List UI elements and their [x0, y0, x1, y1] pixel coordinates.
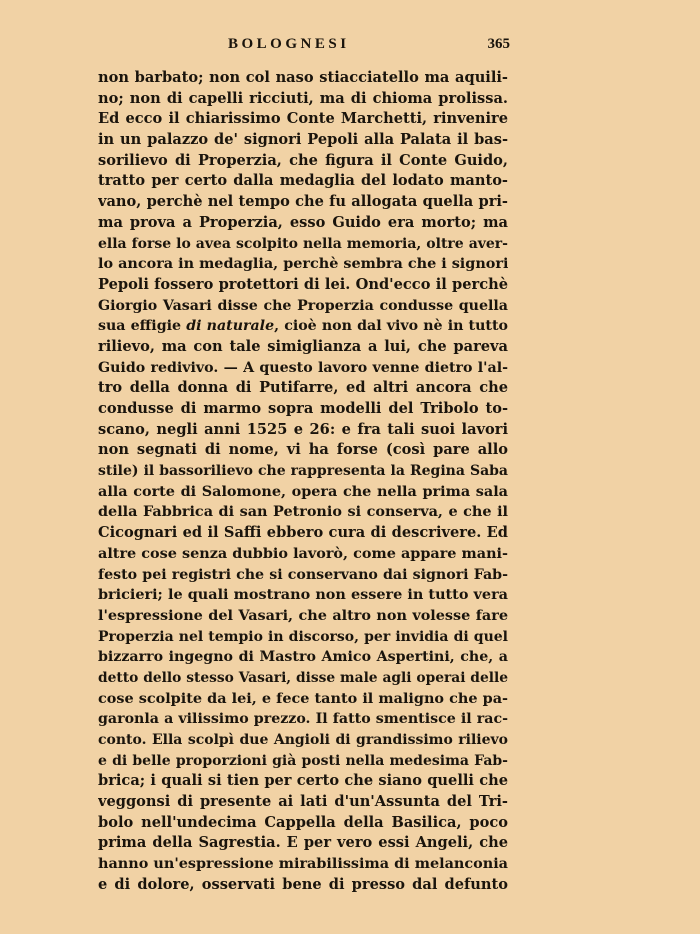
text-line: conto. Ella scolpì due Angioli di grandissimo rilievo: [98, 732, 508, 748]
text-line: l'espressione del Vasari, che altro non volesse fare: [98, 606, 508, 624]
text-line: no; non di capelli ricciuti, ma di chioma prolissa.: [98, 89, 508, 107]
text-line: stile) il bassorilievo che rappresenta la Regina Saba: [98, 463, 508, 480]
text-line: vano, perchè nel tempo che fu allogata quella pri-: [98, 193, 508, 211]
body-text: [98, 68, 508, 896]
text-line: festo pei registri che si conservano dai signori Fab-: [98, 566, 508, 583]
text-line: garonla a vilissimo prezzo. Il fatto smentisce il rac-: [98, 711, 508, 728]
text-fragment: , cioè non dal vivo nè in tutto: [274, 318, 508, 335]
text-line: rilievo, ma con tale simiglianza a lui, che pareva: [98, 337, 508, 355]
text-line: bricieri; le quali mostrano non essere in tutto vera: [98, 586, 508, 604]
text-line: in un palazzo de' signori Pepoli alla Palata il bas-: [98, 131, 508, 149]
text-line: alla corte di Salomone, opera che nella prima sala: [98, 482, 508, 500]
text-line: Guido redivivo. — A questo lavoro venne dietro l'al-: [98, 359, 508, 376]
running-title: BOLOGNESI: [228, 36, 350, 52]
text-line: condusse di marmo sopra modelli del Tribolo to-: [98, 400, 508, 417]
text-line: altre cose senza dubbio lavorò, come appare mani-: [98, 544, 508, 562]
text-line: bolo nell'undecima Cappella della Basilica, poco: [98, 813, 508, 831]
text-line-with-italic: [98, 316, 508, 337]
page-number: 365: [487, 36, 510, 52]
text-line: cose scolpite da lei, e fece tanto il maligno che pa-: [98, 689, 508, 707]
text-line: Properzia nel tempio in discorso, per invidia di quel: [98, 628, 508, 645]
text-line: Giorgio Vasari disse che Properzia condusse quella: [98, 297, 508, 314]
text-line: prima della Sagrestia. E per vero essi Angeli, che: [98, 834, 508, 852]
text-line: detto dello stesso Vasari, disse male agli operai delle: [98, 669, 508, 686]
text-line: Ed ecco il chiarissimo Conte Marchetti, rinvenire: [98, 110, 508, 128]
text-line: sorilievo di Properzia, che figura il Conte Guido,: [98, 151, 508, 169]
text-line: della Fabbrica di san Petronio si conserva, e che il: [98, 503, 508, 521]
text-line: e di belle proporzioni già posti nella medesima Fab-: [98, 752, 508, 769]
text-line: tratto per certo dalla medaglia del lodato manto-: [98, 172, 508, 190]
italic-phrase: di naturale: [186, 318, 275, 335]
text-line: ella forse lo avea scolpito nella memoria, oltre aver-: [98, 235, 508, 252]
text-line: e di dolore, osservati bene di presso dal defunto: [98, 875, 508, 893]
text-line: Cicognari ed il Saffi ebbero cura di descrivere. Ed: [98, 524, 508, 542]
text-line: ma prova a Properzia, esso Guido era morto; ma: [98, 213, 508, 231]
text-line: scano, negli anni 1525 e 26: e fra tali suoi lavori: [98, 420, 508, 438]
text-line: bizzarro ingegno di Mastro Amico Aspertini, che, a: [98, 649, 508, 666]
text-line: hanno un'espressione mirabilissima di melanconia: [98, 855, 508, 873]
text-line: brica; i quali si tien per certo che siano quelli che: [98, 772, 508, 790]
text-line: non segnati di nome, vi ha forse (così pare allo: [98, 441, 508, 459]
text-line: veggonsi di presente ai lati d'un'Assunta del Tri-: [98, 793, 508, 811]
text-line: non barbato; non col naso stiacciatello ma aquili-: [98, 69, 508, 86]
text-line: tro della donna di Putifarre, ed altri ancora che: [98, 379, 508, 397]
text-line: Pepoli fossero protettori di lei. Ond'ecco il perchè: [98, 275, 508, 293]
text-fragment: sua effigie: [98, 318, 187, 335]
text-line: lo ancora in medaglia, perchè sembra che i signori: [98, 255, 508, 273]
running-head: [100, 36, 510, 58]
